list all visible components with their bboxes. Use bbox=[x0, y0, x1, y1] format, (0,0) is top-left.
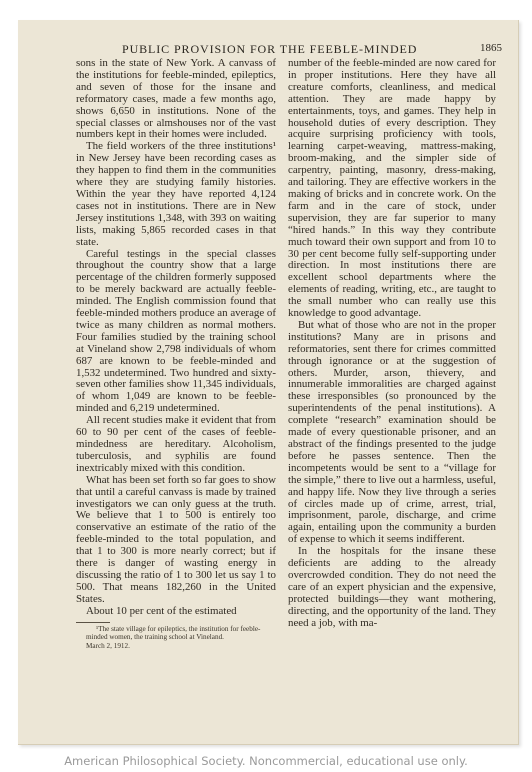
footnote-rule bbox=[76, 622, 110, 623]
paragraph: About 10 per cent of the estimated bbox=[86, 604, 237, 617]
paragraph: All recent studies make it evident that from 60 to 90 per cent of the cases of feeble-mindedness are hereditary. Alcoholism, tuberculosis, and syphilis are found inextricably mixed with this condition. bbox=[76, 414, 276, 474]
left-column bbox=[76, 58, 276, 651]
right-column bbox=[288, 58, 496, 630]
issue-date: March 2, 1912. bbox=[86, 641, 130, 650]
paragraph: number of the feeble-minded are now cared for in proper institutions. Here they have all creature comforts, cleanliness, and medical attention. They are made happy by entertainments, toys, and games. They help in household duties of every description. They acquire surprising proficiency with tools, learning carpet-weaving, mattress-making, broom-making, and the simpler side of carpentry, painting, masonry, dress-making, and tailoring. They are effective workers in the making of bricks and in concrete work. On the farm and in the care of stock, under supervision, they are far superior to many “hired hands.” In this way they contribute much toward their own support and from 10 to 30 per cent become fully self-supporting under direction. In most institutions there are excellent school departments where the elements of reading, writing, etc., are taught to the small number who can really use this knowledge to good advantage. bbox=[288, 57, 496, 320]
attribution-footer: American Philosophical Society. Noncommercial, educational use only. bbox=[64, 754, 468, 768]
running-title: PUBLIC PROVISION FOR THE FEEBLE-MINDED bbox=[122, 42, 418, 56]
paragraph: sons in the state of New York. A canvass of the institutions for feeble-minded, epileptics, and seven of those for the insane and reformatory cases, made a few months ago, shows 6,650 in institutions. None of the special classes or almshouses nor of the vast numbers kept in their homes were included. bbox=[76, 57, 276, 141]
paragraph: The field workers of the three institutions¹ in New Jersey have been recording cases as they happen to find them in the communities where they are studying family histories. Within the year they have reported 4,124 cases not in institutions. There are in New Jersey institutions 1,348, with 393 on waiting lists, making 5,865 recorded cases in that state. bbox=[76, 140, 276, 248]
paragraph: What has been set forth so far goes to show that until a careful canvass is made by trained investigators we can only guess at the truth. We believe that 1 to 500 is entirely too conservative an estimate of the ratio of the feeble-minded to the total population, and that 1 to 300 is more nearly correct; but if there is danger of wasting energy in discussing the ratio of 1 to 300 let us say 1 to 500. That means 182,260 in the United States. bbox=[76, 473, 276, 605]
paragraph: Careful testings in the special classes throughout the country show that a large percentage of the children formerly supposed to be merely backward are actually feeble-minded. The English commission found that feeble-minded mothers produce an average of twice as many children as normal mothers. Four families studied by the training school at Vineland show 2,798 individuals of whom 687 are known to be feeble-minded and 1,532 undetermined. Two hundred and sixty-seven other families show 11,345 individuals, of whom 1,049 are known to be feeble-minded and 6,219 undetermined. bbox=[76, 247, 276, 415]
page-number: 1865 bbox=[480, 42, 502, 54]
paragraph: In the hospitals for the insane these deficients are adding to the already overcrowded condition. They do not need the care of an expert physician and the expensive, protected buildings—they want mothering, directing, and the opportunity of the land. They need a job, with ma- bbox=[288, 545, 496, 629]
paragraph: But what of those who are not in the proper institutions? Many are in prisons and reformatories, sent there for crimes committed through ignorance or at the suggestion of others. Murder, arson, thievery, and innumerable immoralities are charged against these irresponsibles (so pronounced by the superintendents of the penal institutions). A complete “research” examination should be made of every questionable prisoner, and an abstract of the findings presented to the judge before he passes sentence. Then the incompetents would be sent to a “village for the simple,” there to live out a harmless, useful, and happy life. Now they live through a series of circles made up of crime, arrest, trial, imprisonment, parole, discharge, and crime again, entailing upon the community a burden of expense to which it seems indifferent. bbox=[288, 318, 496, 546]
footnote: ¹The state village for epileptics, the institution for feeble-minded women, the training school at Vineland. bbox=[86, 624, 261, 641]
running-header bbox=[62, 42, 516, 56]
